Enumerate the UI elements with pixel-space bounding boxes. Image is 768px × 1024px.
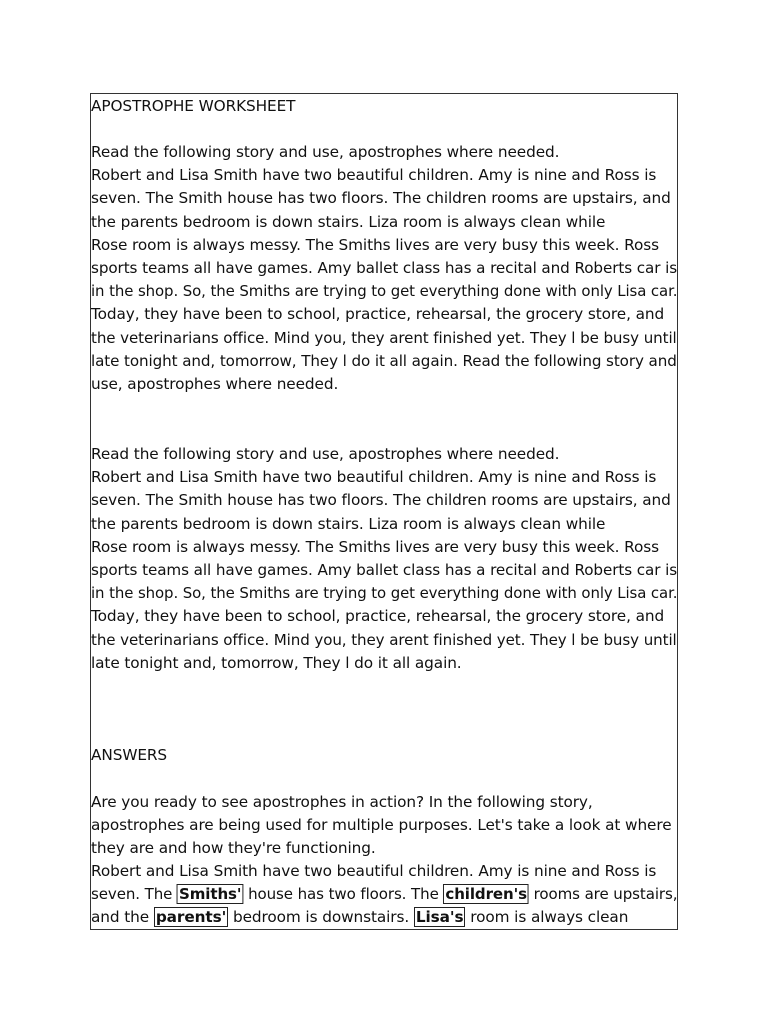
story-line: Are you ready to see apostrophes in action? In the following story, xyxy=(91,793,593,811)
story-line: Rose room is always messy. The Smiths lives are very busy this week. Ross xyxy=(91,235,659,254)
story-line: Today, they have been to school, practice, rehearsal, the grocery store, and xyxy=(91,607,665,626)
story-line: apostrophes are being used for multiple purposes. Let's take a look at where xyxy=(91,816,672,834)
highlighted-answer: children's xyxy=(445,885,527,903)
answer-text: rooms are upstairs, xyxy=(528,885,678,903)
story-line: seven. The Smith house has two floors. The children rooms are upstairs, and xyxy=(91,189,671,208)
story-line: seven. The Smith house has two floors. The children rooms are upstairs, and xyxy=(91,491,671,510)
answer-line xyxy=(91,884,677,906)
story-line: the veterinarians office. Mind you, they arent finished yet. They l be busy until xyxy=(91,328,677,347)
highlighted-answer: parents' xyxy=(155,908,227,926)
story-line: Robert and Lisa Smith have two beautiful children. Amy is nine and Ross is xyxy=(91,862,657,880)
story-line: Robert and Lisa Smith have two beautiful children. Amy is nine and Ross is xyxy=(91,166,657,185)
worksheet-title: APOSTROPHE WORKSHEET xyxy=(91,97,296,115)
answer-line xyxy=(91,907,628,929)
highlighted-answer: Lisa's xyxy=(415,908,464,926)
answer-text: room is always clean xyxy=(465,908,629,926)
worksheet-page xyxy=(90,93,678,930)
story-line: Read the following story and use, apostrophes where needed. xyxy=(91,445,560,463)
story-line: Today, they have been to school, practice, rehearsal, the grocery store, and xyxy=(91,305,665,324)
story-line: in the shop. So, the Smiths are trying to get everything done with only Lisa car. xyxy=(91,584,678,603)
story-line: Rose room is always messy. The Smiths lives are very busy this week. Ross xyxy=(91,537,659,556)
answer-text: house has two floors. The xyxy=(243,885,444,903)
story-line: in the shop. So, the Smiths are trying to get everything done with only Lisa car. xyxy=(91,282,678,301)
answers-heading: ANSWERS xyxy=(91,746,168,764)
answer-text: bedroom is downstairs. xyxy=(228,908,414,926)
story-line: use, apostrophes where needed. xyxy=(91,375,339,393)
story-line: Read the following story and use, apostrophes where needed. xyxy=(91,143,560,161)
story-line: the parents bedroom is down stairs. Liza room is always clean while xyxy=(91,212,606,231)
story-line: they are and how they're functioning. xyxy=(91,839,376,857)
story-line: sports teams all have games. Amy ballet class has a recital and Roberts car is xyxy=(91,259,678,277)
story-line: the parents bedroom is down stairs. Liza room is always clean while xyxy=(91,514,606,533)
story-line: late tonight and, tomorrow, They l do it all again. Read the following story and xyxy=(91,351,677,370)
highlighted-answer: Smiths' xyxy=(178,885,242,903)
story-line: Robert and Lisa Smith have two beautiful children. Amy is nine and Ross is xyxy=(91,468,657,487)
story-line: the veterinarians office. Mind you, they arent finished yet. They l be busy until xyxy=(91,630,677,649)
answer-text: seven. The xyxy=(91,885,178,903)
story-line: sports teams all have games. Amy ballet class has a recital and Roberts car is xyxy=(91,561,678,579)
answer-text: and the xyxy=(91,908,154,926)
story-line: late tonight and, tomorrow, They l do it all again. xyxy=(91,653,462,672)
